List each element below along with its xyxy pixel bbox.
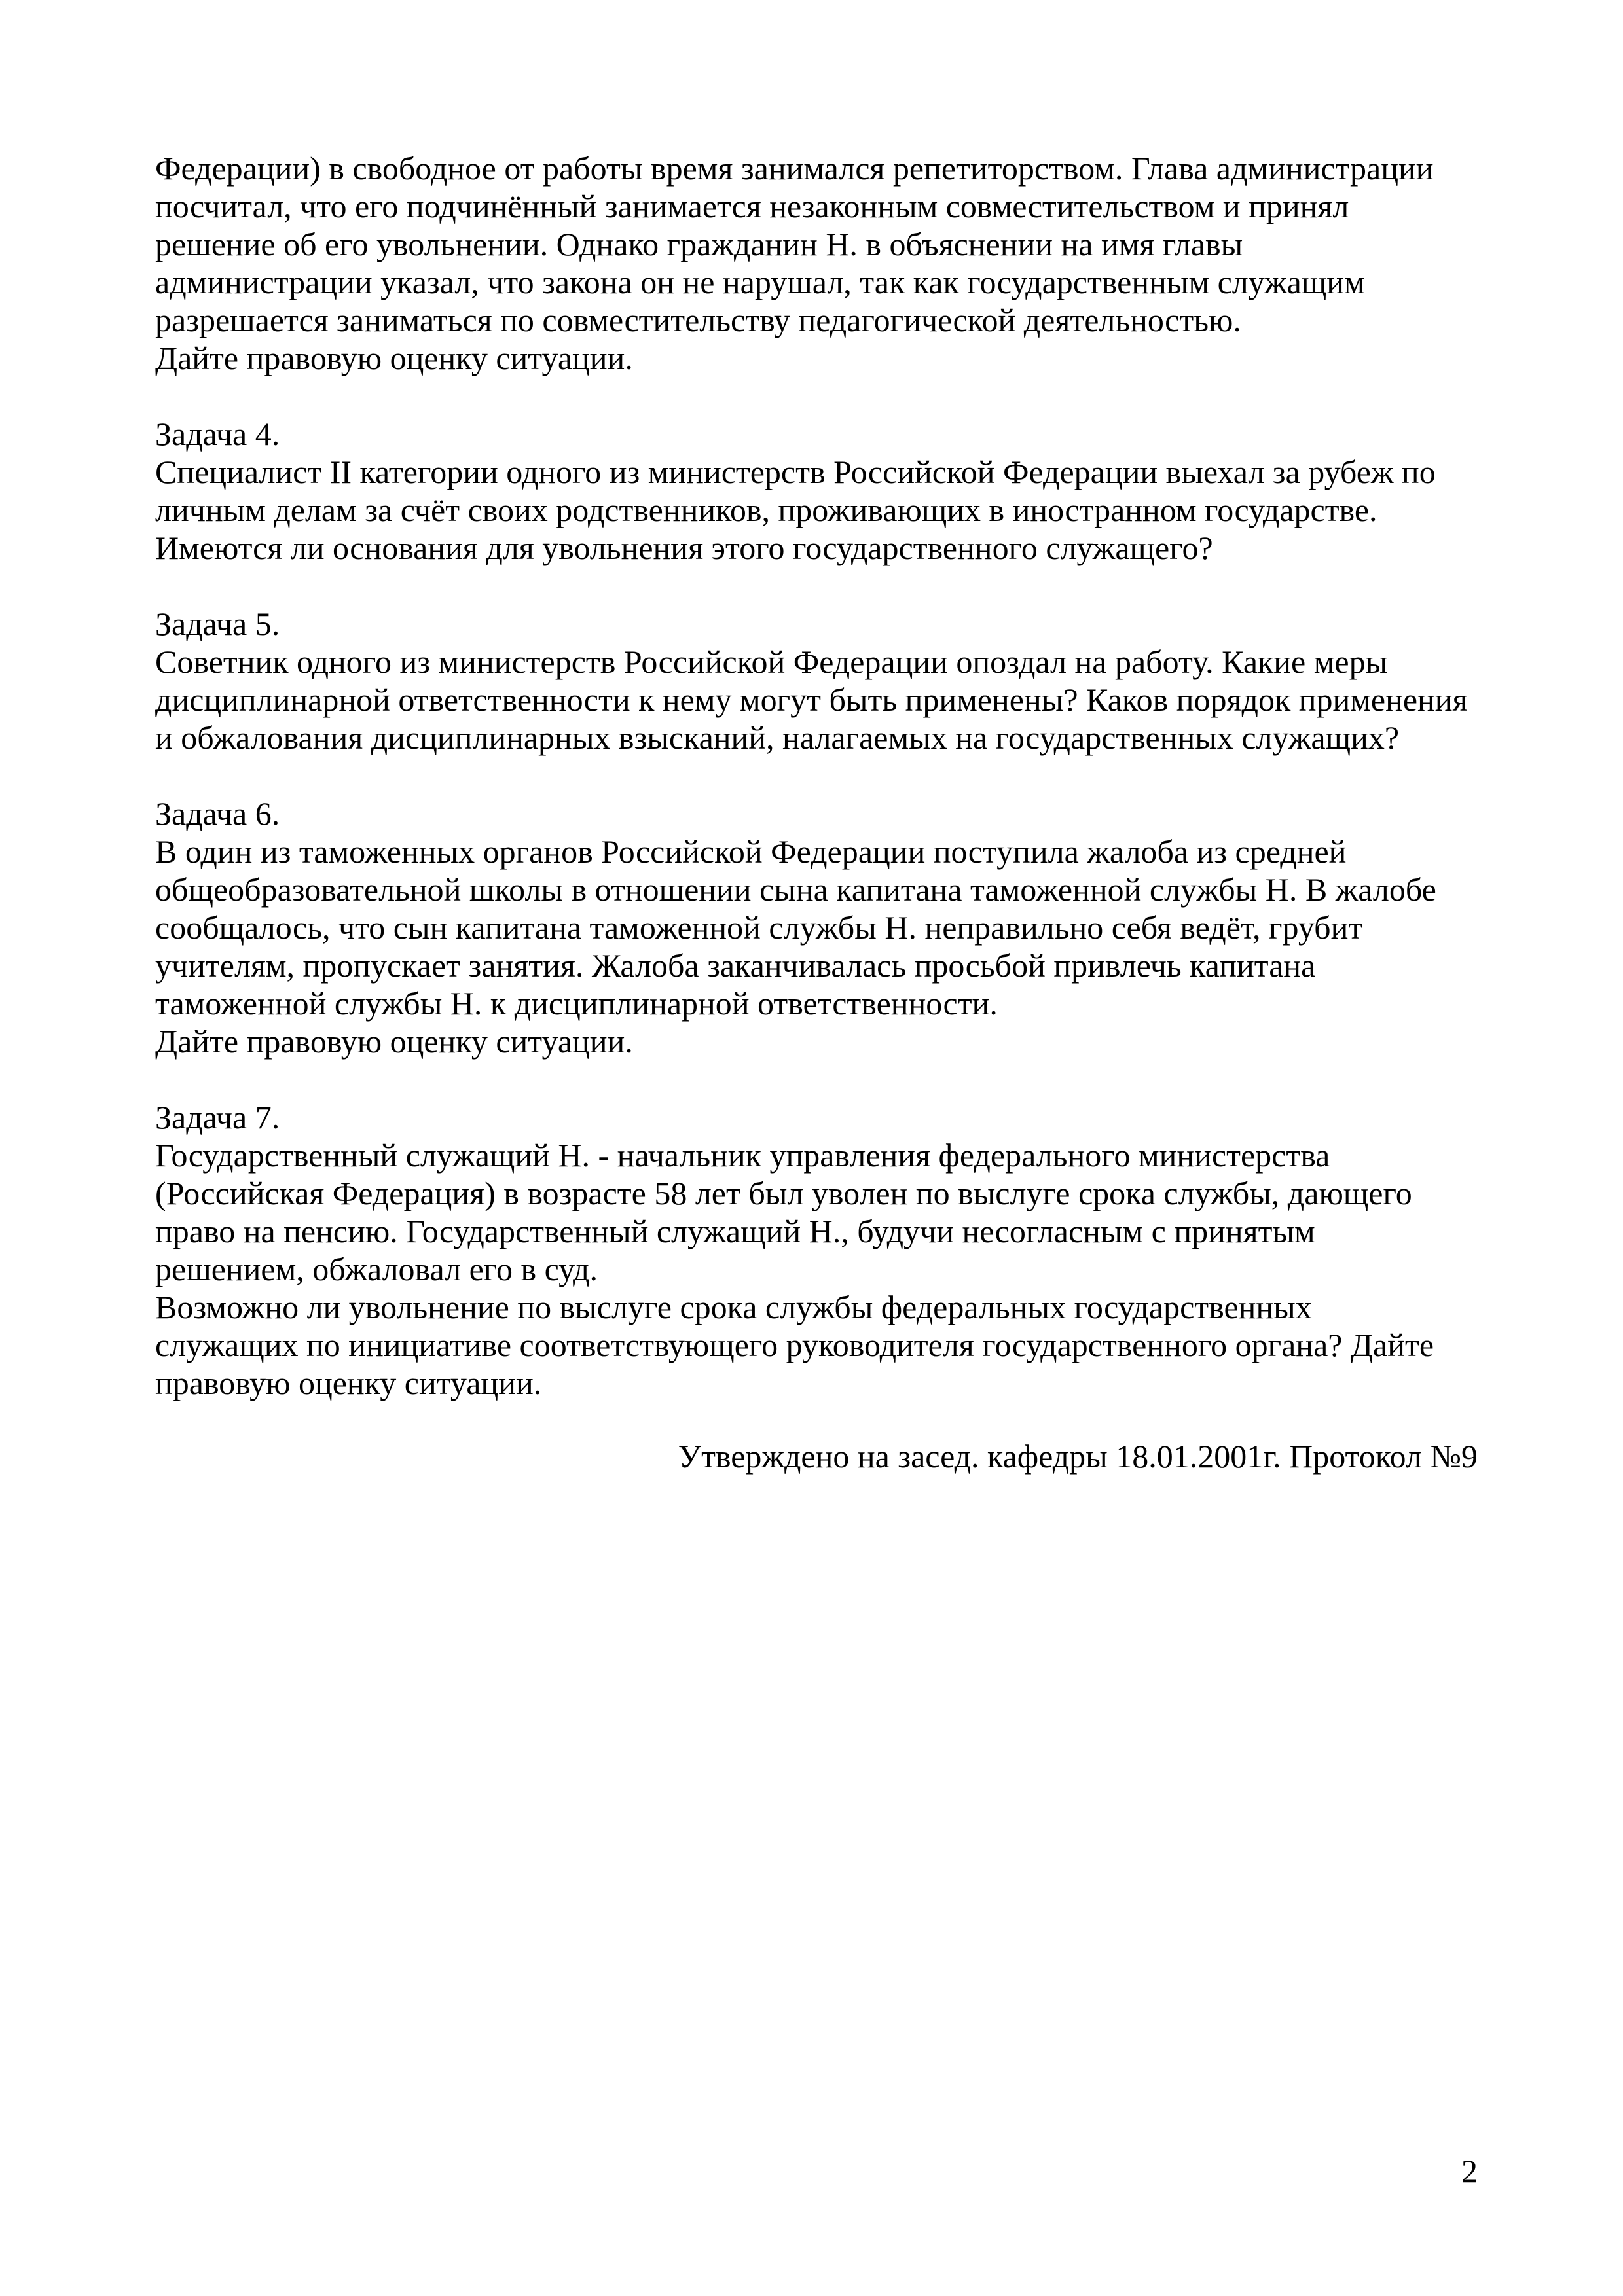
- text-line: Федерации) в свободное от работы время занимался репетиторством. Глава администрации: [155, 150, 1434, 187]
- page-number: 2: [1461, 2153, 1478, 2189]
- text-line: Дайте правовую оценку ситуации.: [155, 340, 633, 376]
- text-line: личным делам за счёт своих родственников, проживающих в иностранном государстве.: [155, 492, 1377, 528]
- text-line: В один из таможенных органов Российской Федерации поступила жалоба из средней: [155, 833, 1347, 870]
- text-line: сообщалось, что сын капитана таможенной службы Н. неправильно себя ведёт, грубит: [155, 909, 1363, 946]
- text-line: (Российская Федерация) в возрасте 58 лет был уволен по выслуге срока службы, дающего: [155, 1175, 1412, 1211]
- text-line: решением, обжаловал его в суд.: [155, 1251, 598, 1287]
- text-line: администрации указал, что закона он не нарушал, так как государственным служащим: [155, 264, 1365, 300]
- task-title: Задача 7.: [155, 1099, 280, 1136]
- text-line: служащих по инициативе соответствующего руководителя государственного органа? Дайте: [155, 1327, 1434, 1363]
- text-line: Государственный служащий Н. - начальник управления федерального министерства: [155, 1137, 1330, 1174]
- text-line: решение об его увольнении. Однако гражданин Н. в объяснении на имя главы: [155, 226, 1243, 262]
- task-7: [155, 1098, 1478, 1402]
- document-body: [155, 149, 1478, 1402]
- text-line: право на пенсию. Государственный служащий Н., будучи несогласным с принятым: [155, 1213, 1315, 1249]
- task-5: [155, 605, 1478, 757]
- text-line: Возможно ли увольнение по выслуге срока службы федеральных государственных: [155, 1289, 1312, 1325]
- task-6: [155, 795, 1478, 1060]
- text-line: учителям, пропускает занятия. Жалоба заканчивалась просьбой привлечь капитана: [155, 947, 1316, 984]
- task-title: Задача 5.: [155, 605, 280, 642]
- text-line: Дайте правовую оценку ситуации.: [155, 1023, 633, 1060]
- intro-paragraph: [155, 149, 1478, 377]
- text-line: таможенной службы Н. к дисциплинарной ответственности.: [155, 985, 998, 1022]
- text-line: Советник одного из министерств Российской Федерации опоздал на работу. Какие меры: [155, 643, 1388, 680]
- text-line: Имеются ли основания для увольнения этого государственного служащего?: [155, 529, 1213, 566]
- text-line: разрешается заниматься по совместительству педагогической деятельностью.: [155, 302, 1241, 338]
- text-line: дисциплинарной ответственности к нему могут быть применены? Каков порядок применения: [155, 681, 1468, 718]
- task-title: Задача 4.: [155, 416, 280, 452]
- text-line: правовую оценку ситуации.: [155, 1365, 542, 1401]
- text-line: общеобразовательной школы в отношении сына капитана таможенной службы Н. В жалобе: [155, 871, 1436, 908]
- text-line: Специалист II категории одного из министерств Российской Федерации выехал за рубеж по: [155, 454, 1436, 490]
- task-title: Задача 6.: [155, 795, 280, 832]
- task-4: [155, 415, 1478, 567]
- approval-note: Утверждено на засед. кафедры 18.01.2001г. Протокол №9: [678, 1438, 1478, 1475]
- text-line: и обжалования дисциплинарных взысканий, налагаемых на государственных служащих?: [155, 719, 1400, 756]
- text-line: посчитал, что его подчинённый занимается незаконным совместительством и принял: [155, 188, 1349, 224]
